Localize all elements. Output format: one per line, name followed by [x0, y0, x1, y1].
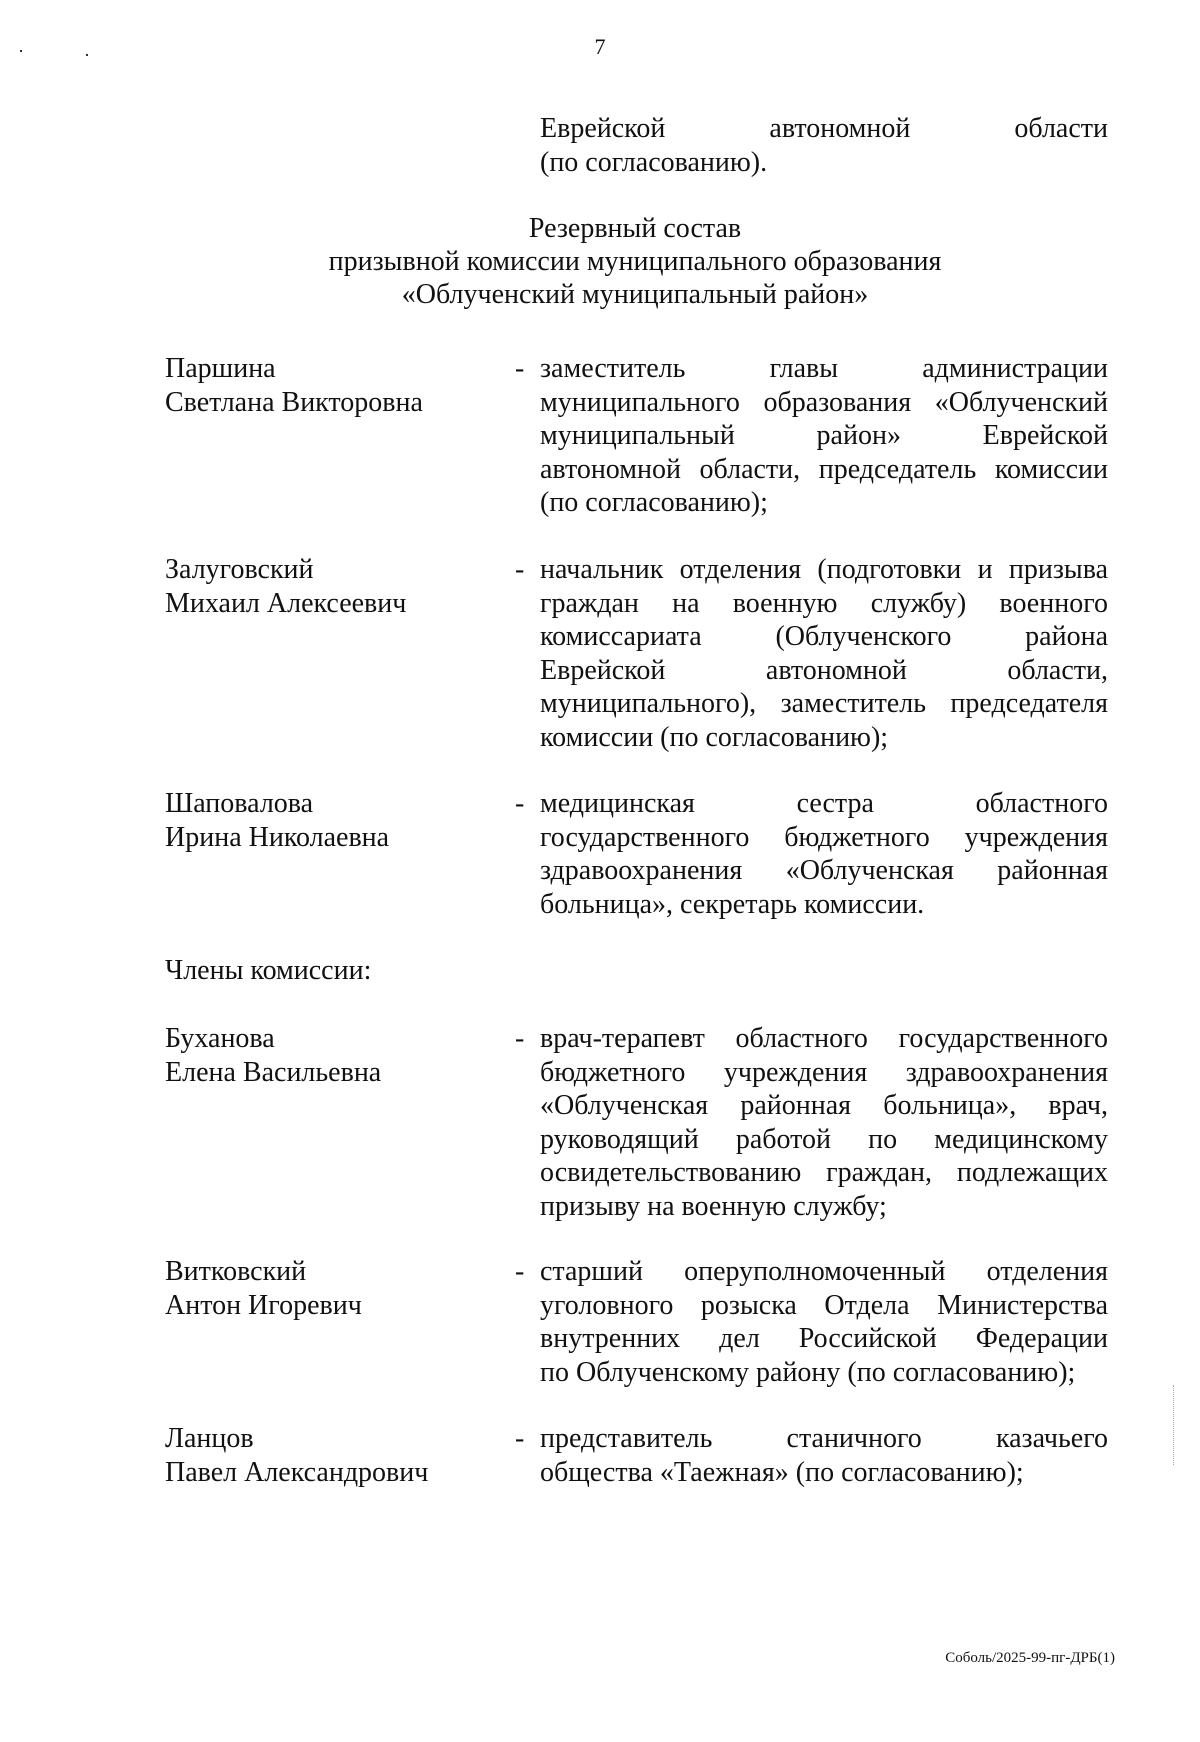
position-line: комиссии (по согласованию); [540, 721, 889, 753]
position-line: врач-терапевт областного государственного [540, 1023, 1108, 1054]
position-line: граждан на военную службу) военного [540, 587, 1108, 619]
member-given-names: Елена Васильевна [165, 1056, 382, 1088]
member-given-names: Павел Александрович [165, 1456, 429, 1488]
position-line: освидетельствованию граждан, подлежащих [540, 1157, 1108, 1188]
position-line: руководящий работой по медицинскому [540, 1123, 1108, 1155]
position-line: (по согласованию); [540, 487, 768, 518]
position-line: Еврейской автономной области, [540, 654, 1108, 686]
members-label: Члены комиссии: [165, 955, 372, 986]
member-surname: Залуговский [165, 554, 314, 585]
scan-edge-marks [1173, 1385, 1175, 1465]
position-line: старший оперуполномоченный отделения [540, 1256, 1108, 1287]
member-position [540, 787, 1108, 921]
entry-dash: - [515, 353, 525, 384]
member-position [540, 1022, 1108, 1223]
page-number: 7 [594, 34, 606, 59]
member-given-names: Светлана Викторовна [165, 386, 423, 418]
member-surname: Паршина [165, 353, 276, 384]
position-line: «Облученская районная больница», врач, [540, 1090, 1108, 1121]
member-position [540, 553, 1108, 754]
member-surname: Буханова [165, 1023, 275, 1054]
position-line: здравоохранения «Облученская районная [540, 855, 1108, 886]
position-line: комиссариата (Облученского района [540, 621, 1108, 652]
member-name [165, 787, 505, 854]
member-name [165, 1022, 505, 1089]
position-line: начальник отделения (подготовки и призыва [540, 554, 1108, 585]
member-name [165, 352, 505, 419]
entry-dash: - [515, 1256, 525, 1287]
member-name [165, 1422, 505, 1489]
heading-line: «Облученский муниципальный район» [401, 279, 869, 310]
member-name [165, 1255, 505, 1322]
position-line: уголовного розыска Отдела Министерства [540, 1289, 1108, 1321]
member-position [540, 1422, 1108, 1489]
member-name [165, 553, 505, 620]
position-line: общества «Таежная» (по согласованию); [540, 1456, 1024, 1488]
heading-line: Резервный состав [528, 213, 742, 244]
position-line: муниципального), заместитель председателя [540, 688, 1108, 719]
entry-dash: - [515, 554, 525, 585]
member-given-names: Антон Игоревич [165, 1289, 362, 1321]
section-heading [0, 212, 1200, 311]
position-line: представитель станичного казачьего [540, 1423, 1108, 1454]
position-line: больница», секретарь комиссии. [540, 888, 925, 920]
heading-line: призывной комиссии муниципального образования [328, 246, 942, 277]
position-line: заместитель главы администрации [540, 353, 1108, 384]
continuation-line: (по согласованию). [540, 147, 768, 178]
document-code: Соболь/2025-99-пг-ДРБ(1) [945, 1650, 1115, 1666]
member-given-names: Ирина Николаевна [165, 821, 390, 853]
entry-dash: - [515, 1023, 525, 1054]
member-surname: Витковский [165, 1256, 307, 1287]
member-given-names: Михаил Алексеевич [165, 587, 407, 619]
continuation-text [540, 112, 1108, 180]
position-line: призыву на военную службу; [540, 1190, 887, 1222]
member-position [540, 1255, 1108, 1389]
position-line: автономной области, председатель комиссии [540, 453, 1108, 485]
member-surname: Шаповалова [165, 788, 314, 819]
position-line: медицинская сестра областного [540, 788, 1108, 819]
position-line: бюджетного учреждения здравоохранения [540, 1056, 1108, 1088]
position-line: муниципальный район» Еврейской [540, 420, 1108, 451]
entry-dash: - [515, 788, 525, 819]
member-position [540, 352, 1108, 520]
position-line: по Облученскому району (по согласованию); [540, 1356, 1076, 1388]
member-surname: Ланцов [165, 1423, 254, 1454]
position-line: внутренних дел Российской Федерации [540, 1323, 1108, 1354]
entry-dash: - [515, 1423, 525, 1454]
position-line: государственного бюджетного учреждения [540, 821, 1108, 853]
continuation-line: Еврейской автономной области [540, 113, 1108, 144]
position-line: муниципального образования «Облученский [540, 386, 1108, 418]
